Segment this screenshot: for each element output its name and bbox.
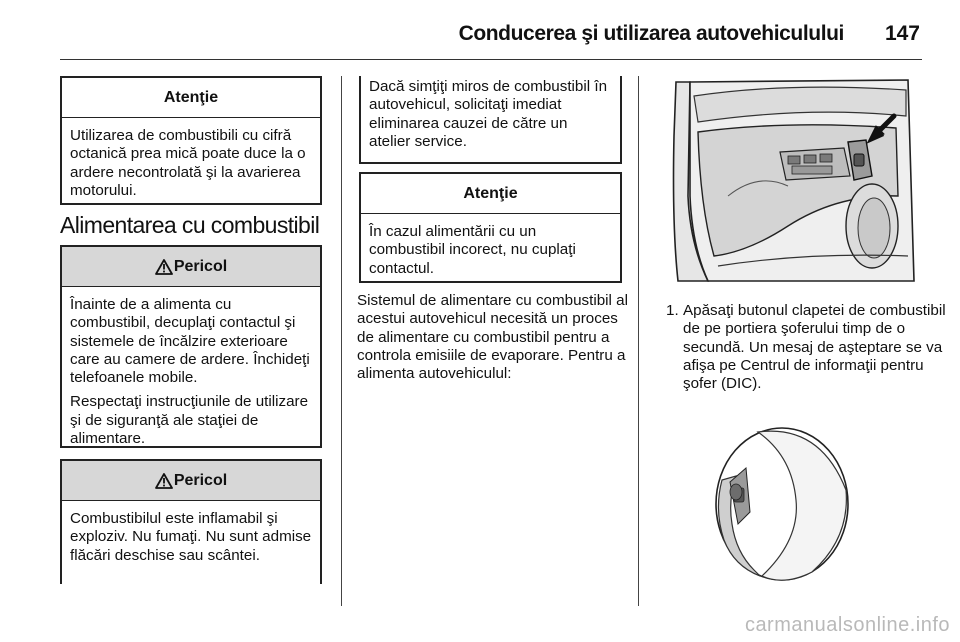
caution-box-2-body xyxy=(361,214,620,278)
caution-box-2-text: În cazul alimentării cu un combustibil incorect, nu cuplaţi contactul. xyxy=(369,223,576,277)
fuel-door-illustration xyxy=(700,420,852,585)
continued-box-body xyxy=(361,76,620,151)
column-divider-1 xyxy=(341,76,342,606)
door-panel-illustration xyxy=(668,76,920,286)
danger-box-1-paragraph-2: Respectaţi instrucţiunile de utilizare şi de siguranţă ale staţiei de alimentare. xyxy=(70,393,309,448)
danger-box-1-body xyxy=(62,287,320,448)
section-title: Alimentarea cu combustibil xyxy=(60,212,320,238)
step-text: Apăsaţi butonul clapetei de combustibil de pe portiera şoferului timp de o secundă. Un mesaj de aşteptare se va afişa pe Centrul de informaţii pentru şofer (DIC). xyxy=(683,302,946,393)
danger-box-2-body xyxy=(62,501,320,565)
danger-box-2-text: Combustibilul este inflamabil şi exploziv. Nu fumaţi. Nu sunt admise flăcări deschise sau scântei. xyxy=(70,510,312,564)
continued-box-text: Dacă simţiţi miros de combustibil în autovehicul, solicitaţi imediat eliminarea cauzei de către un atelier service. xyxy=(369,78,608,150)
watermark: carmanualsonline.info xyxy=(744,614,950,636)
danger-box-1 xyxy=(60,245,322,448)
caution-text: Utilizarea de combustibili cu cifră octanică prea mică poate duce la o ardere necontrolată şi la avarierea motorului. xyxy=(70,127,306,199)
danger-box-1-paragraph-1: Înainte de a alimenta cu combustibil, decuplaţi contactul şi sistemele de încălzire exterioare care au camere de ardere. Închideţi telefoanele mobile. xyxy=(70,296,310,387)
danger-box-2-title: Pericol xyxy=(173,471,228,489)
column-divider-2 xyxy=(638,76,639,606)
caution-box-2 xyxy=(359,172,622,283)
running-title: Conducerea şi utilizarea autovehiculului xyxy=(458,22,844,45)
continued-danger-box xyxy=(359,76,622,164)
caution-box-text xyxy=(62,118,320,200)
danger-box-1-title-bar xyxy=(62,247,320,287)
step-number: 1. xyxy=(666,302,679,319)
fuel-system-paragraph: Sistemul de alimentare cu combustibil al acestui autovehicul necesită un proces de alimentare cu combustibil pentru a controla emisiile de evaporare. Pentru a alimenta autovehiculul: xyxy=(357,292,628,383)
warning-triangle-icon xyxy=(155,259,173,275)
page-header xyxy=(60,18,922,50)
danger-box-1-title: Pericol xyxy=(173,257,228,275)
warning-triangle-icon xyxy=(155,473,173,489)
step-1 xyxy=(666,302,956,393)
danger-box-2 xyxy=(60,459,322,584)
page-number: 147 xyxy=(884,22,920,45)
caution-box-title: Atenţie xyxy=(62,78,320,118)
caution-box xyxy=(60,76,322,205)
danger-box-2-title-bar xyxy=(62,461,320,501)
header-rule xyxy=(60,59,922,60)
caution-box-2-title: Atenţie xyxy=(361,174,620,214)
